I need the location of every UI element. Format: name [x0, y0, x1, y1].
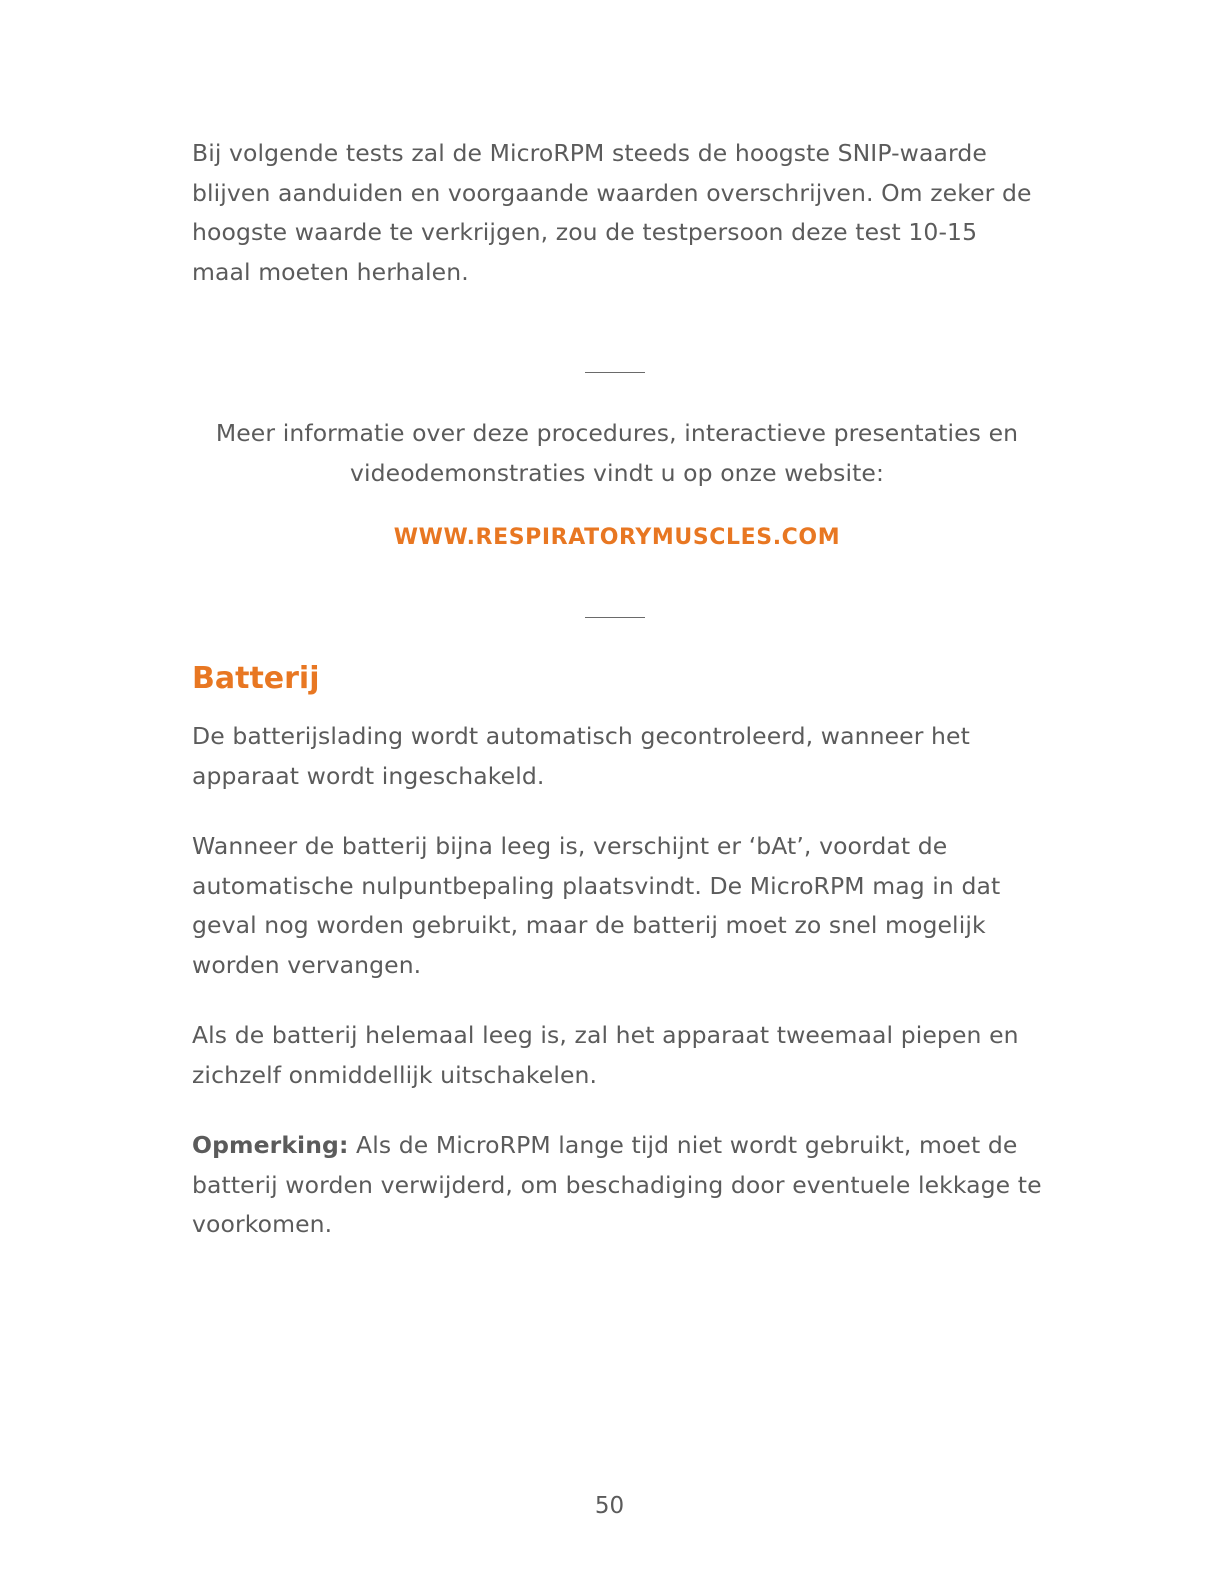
page-number: 50	[594, 1493, 625, 1519]
website-link[interactable]: WWW.RESPIRATORYMUSCLES.COM	[393, 525, 841, 550]
page-content	[192, 134, 1042, 1245]
section-divider-bottom	[585, 617, 645, 618]
info-text: Meer informatie over deze procedures, interactieve presentaties en videodemonstraties vindt u op onze website:	[215, 419, 1019, 487]
note-paragraph	[192, 1126, 1042, 1245]
battery-paragraph-1: De batterijslading wordt automatisch gecontroleerd, wanneer het apparaat wordt ingeschakeld.	[192, 722, 970, 790]
battery-paragraph-3: Als de batterij helemaal leeg is, zal het apparaat tweemaal piepen en zichzelf onmiddellijk uitschakelen.	[192, 1021, 1019, 1089]
info-box	[192, 414, 1042, 553]
note-text: Als de MicroRPM lange tijd niet wordt gebruikt, moet de batterij worden verwijderd, om beschadiging door eventuele lekkage te voorkomen.	[192, 1131, 1042, 1238]
section-heading: Batterij	[192, 661, 320, 696]
note-label: Opmerking:	[192, 1131, 349, 1159]
battery-paragraph-2: Wanneer de batterij bijna leeg is, verschijnt er ‘bAt’, voordat de automatische nulpuntbepaling plaatsvindt. De MicroRPM mag in dat geval nog worden gebruikt, maar de batterij moet zo snel mogelijk worden vervangen.	[192, 832, 1001, 979]
section-divider-top	[585, 372, 645, 373]
intro-paragraph: Bij volgende tests zal de MicroRPM steeds de hoogste SNIP-waarde blijven aanduiden en voorgaande waarden overschrijven. Om zeker de hoogste waarde te verkrijgen, zou de testpersoon deze test 10-15 maal moeten herhalen.	[192, 139, 1032, 286]
